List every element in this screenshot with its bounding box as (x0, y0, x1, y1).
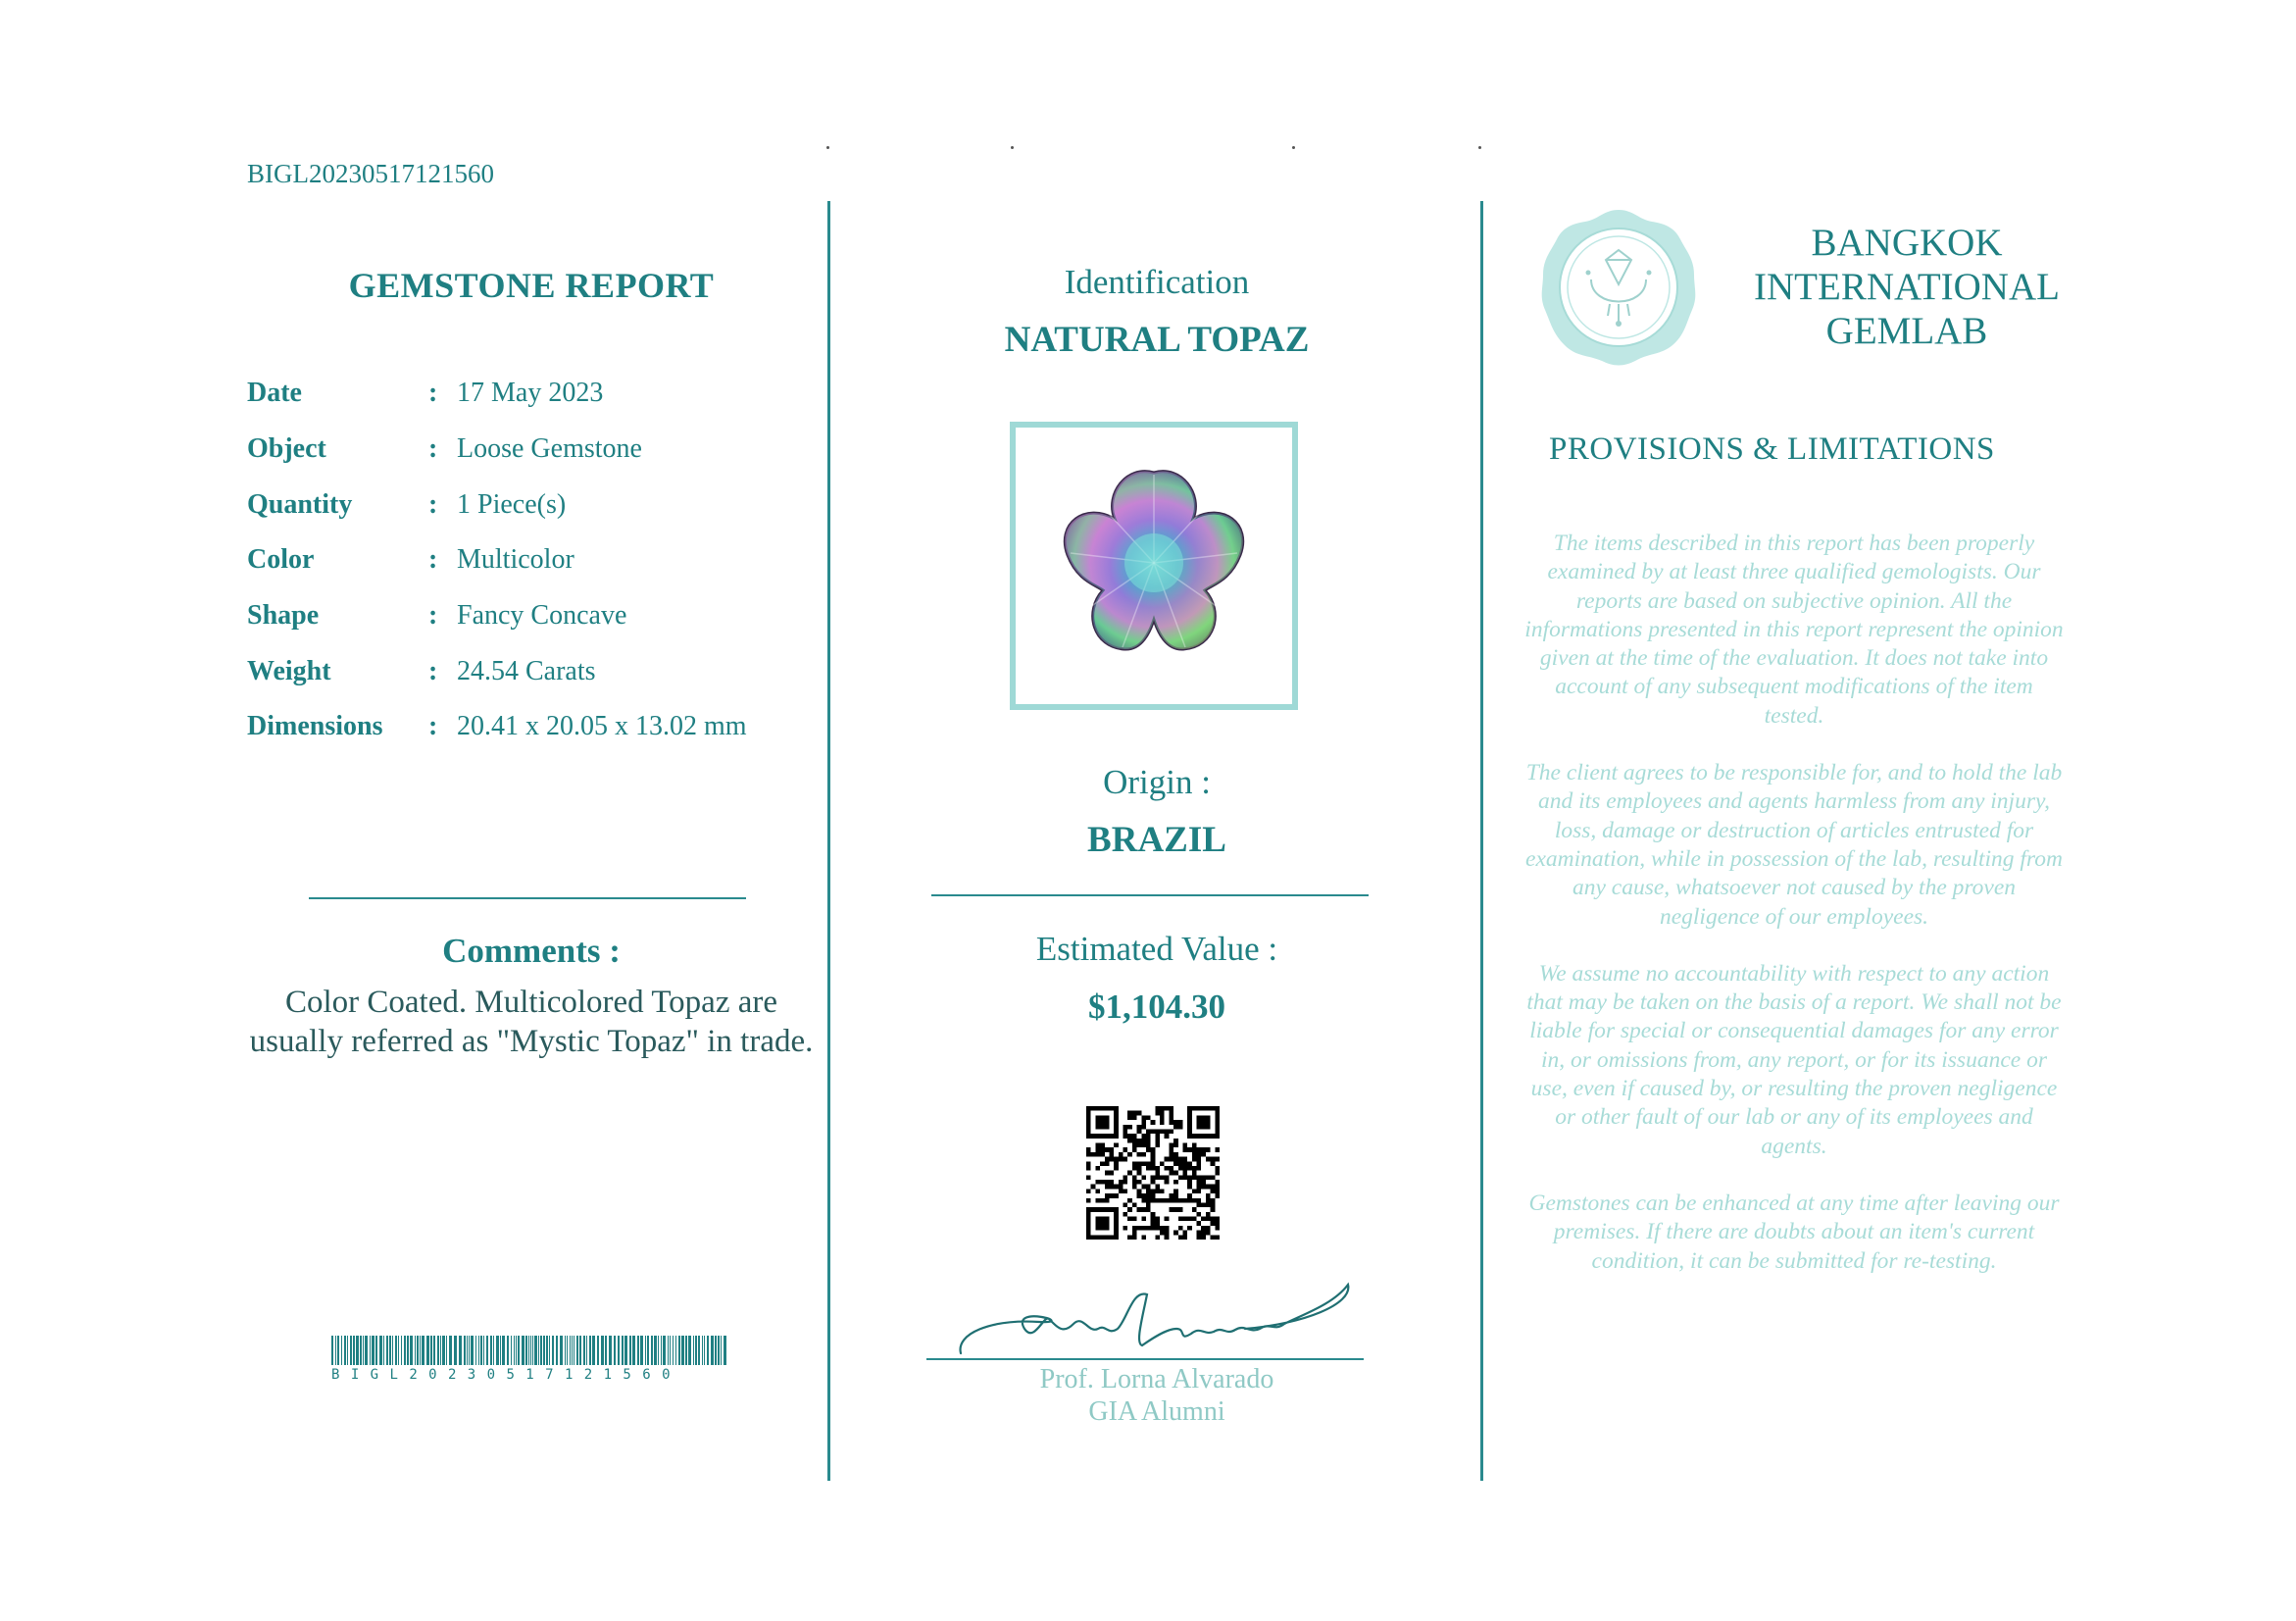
barcode-bar (647, 1336, 649, 1365)
gemstone-photo-frame (1010, 422, 1298, 710)
lab-seal-logo (1537, 206, 1700, 369)
barcode-bar (693, 1336, 694, 1365)
signer-block (863, 1363, 1451, 1428)
barcode-bar (415, 1336, 416, 1365)
provision-paragraph: We assume no accountability with respect to any action that may be taken on the basis of a report. We shall not be liable for special or consequential damages for any error in, or omissions from, any report, or for its issuance or use, even if caused by, or resulting the proven negligence or other fault of our lab or any of its employees and agents. (1526, 960, 2062, 1159)
detail-colon: : (428, 544, 438, 575)
detail-colon: : (428, 656, 438, 686)
barcode-bar (389, 1336, 391, 1365)
divider-line (931, 894, 1369, 896)
barcode-bar (540, 1336, 542, 1365)
barcode-bar (651, 1336, 653, 1365)
detail-value: Loose Gemstone (457, 433, 642, 464)
barcode-bar (718, 1336, 720, 1365)
detail-colon: : (428, 489, 438, 520)
column-divider-left (827, 201, 830, 1481)
qr-code[interactable] (1086, 1106, 1220, 1240)
detail-colon: : (428, 600, 438, 631)
barcode-bar (440, 1336, 441, 1365)
barcode-bar (622, 1336, 624, 1365)
barcode-bar (493, 1336, 494, 1365)
provision-paragraph: Gemstones can be enhanced at any time after leaving our premises. If there are doubts about an item's current condition, it can be submitted for re-testing. (1528, 1190, 2060, 1274)
barcode-bar (442, 1336, 445, 1365)
barcode-bar (685, 1336, 687, 1365)
detail-label: Object (247, 433, 326, 464)
barcode-bar (500, 1336, 501, 1365)
barcode-bar (344, 1336, 346, 1365)
barcode-bar (614, 1336, 616, 1365)
lab-name (1735, 221, 2078, 353)
barcode-bar (449, 1336, 452, 1365)
barcode-bar (601, 1336, 604, 1365)
barcode-bar (410, 1336, 413, 1365)
barcode-bar (446, 1336, 447, 1365)
top-dot (1292, 146, 1295, 149)
barcode-bar (624, 1336, 627, 1365)
identification-label: Identification (1064, 263, 1250, 301)
barcode-bar (658, 1336, 659, 1365)
detail-value: 1 Piece(s) (457, 489, 567, 520)
barcode-bar (530, 1336, 531, 1365)
barcode-bar (335, 1336, 336, 1365)
signature (951, 1275, 1363, 1363)
barcode-bar (379, 1336, 382, 1365)
barcode-bar (383, 1336, 384, 1365)
divider-line (309, 897, 746, 899)
barcode-bar (560, 1336, 563, 1365)
barcode-bar (401, 1336, 402, 1365)
barcode-bar (663, 1336, 666, 1365)
barcode-bar (454, 1336, 457, 1365)
barcode-bar (654, 1336, 657, 1365)
provision-paragraph: The items described in this report has been properly examined by at least three qualified gemologists. Our reports are based on subjective opinion. All the informations presented in this report represent the opinion given at the time of the evaluation. It does not take into account of any subsequent modifications of the item tested. (1524, 531, 2064, 729)
barcode-bar (565, 1336, 566, 1365)
top-dot (1478, 146, 1481, 149)
barcode-bar (422, 1336, 424, 1365)
barcode-bar (534, 1336, 537, 1365)
barcode-bar (486, 1336, 488, 1365)
barcode-bar (673, 1336, 674, 1365)
identification-value: NATURAL TOPAZ (1004, 320, 1310, 360)
barcode-bar (475, 1336, 476, 1365)
barcode-bar (363, 1336, 364, 1365)
detail-label: Shape (247, 600, 320, 631)
top-dot (1011, 146, 1014, 149)
barcode-bar (398, 1336, 399, 1365)
lab-name-line: GEMLAB (1825, 310, 1988, 352)
barcode-bar (471, 1336, 474, 1365)
detail-value: Fancy Concave (457, 600, 627, 631)
barcode-bar (711, 1336, 714, 1365)
barcode-bar (675, 1336, 676, 1365)
barcode-bar (483, 1336, 484, 1365)
barcode-bar (678, 1336, 680, 1365)
barcode-bar (480, 1336, 482, 1365)
barcode-bar (637, 1336, 639, 1365)
barcode-bar (552, 1336, 554, 1365)
barcode-bar (353, 1336, 355, 1365)
barcode-bar (707, 1336, 709, 1365)
barcode-bar (341, 1336, 342, 1365)
barcode-bar (467, 1336, 468, 1365)
barcode-bar (496, 1336, 499, 1365)
lab-name-line: INTERNATIONAL (1754, 266, 2060, 308)
barcode-bar (688, 1336, 691, 1365)
barcode-bar (464, 1336, 466, 1365)
detail-colon: : (428, 711, 438, 741)
detail-value: 20.41 x 20.05 x 13.02 mm (457, 711, 747, 741)
barcode-bar (490, 1336, 492, 1365)
barcode-bar (589, 1336, 591, 1365)
barcode-bar (661, 1336, 662, 1365)
barcode (331, 1336, 735, 1365)
barcode-bar (546, 1336, 548, 1365)
report-title: GEMSTONE REPORT (348, 266, 715, 305)
detail-label: Color (247, 544, 315, 575)
barcode-bar (395, 1336, 397, 1365)
barcode-bar (670, 1336, 671, 1365)
barcode-bar (572, 1336, 573, 1365)
barcode-bar (695, 1336, 697, 1365)
top-dot (826, 146, 829, 149)
qr-code-image (1086, 1106, 1220, 1240)
barcode-bar (522, 1336, 524, 1365)
barcode-bar (459, 1336, 462, 1365)
origin-value: BRAZIL (1087, 820, 1226, 860)
barcode-bar (605, 1336, 607, 1365)
barcode-bar (437, 1336, 439, 1365)
detail-label: Date (247, 378, 302, 408)
barcode-bar (514, 1336, 515, 1365)
barcode-bar (532, 1336, 533, 1365)
barcode-bar (404, 1336, 406, 1365)
signer-name: Prof. Lorna Alvarado (1039, 1364, 1274, 1394)
barcode-bar (543, 1336, 545, 1365)
barcode-bar (502, 1336, 505, 1365)
barcode-bar (586, 1336, 587, 1365)
estimated-value-label: Estimated Value : (1035, 930, 1278, 968)
detail-value: Multicolor (457, 544, 574, 575)
barcode-bar (372, 1336, 374, 1365)
barcode-bar (518, 1336, 520, 1365)
gemstone-photo (1016, 428, 1292, 704)
detail-colon: : (428, 378, 438, 408)
estimated-value: $1,104.30 (1088, 988, 1225, 1026)
barcode-bar (386, 1336, 388, 1365)
detail-label: Quantity (247, 489, 353, 520)
barcode-bar (576, 1336, 578, 1365)
barcode-bar (375, 1336, 377, 1365)
column-divider-right (1480, 201, 1483, 1481)
barcode-bar (331, 1336, 333, 1365)
barcode-bar (681, 1336, 684, 1365)
barcode-bar (640, 1336, 643, 1365)
barcode-bar (632, 1336, 635, 1365)
comments-text: Color Coated. Multicolored Topaz are usually referred as "Mystic Topaz" in trade. (249, 985, 814, 1059)
barcode-bar (360, 1336, 362, 1365)
barcode-bar (618, 1336, 620, 1365)
barcode-bar (426, 1336, 429, 1365)
barcode-bar (570, 1336, 571, 1365)
barcode-bar (507, 1336, 509, 1365)
barcode-bar (583, 1336, 585, 1365)
report-id: BIGL20230517121560 (247, 159, 494, 188)
barcode-bar (370, 1336, 371, 1365)
barcode-bar (337, 1336, 339, 1365)
barcode-bar (528, 1336, 529, 1365)
detail-label: Weight (247, 656, 331, 686)
barcode-bar (420, 1336, 421, 1365)
barcode-bar (356, 1336, 359, 1365)
detail-colon: : (428, 433, 438, 464)
barcode-bar (629, 1336, 631, 1365)
barcode-bar (567, 1336, 568, 1365)
signature-text (1043, 1304, 1321, 1344)
barcode-bar (704, 1336, 705, 1365)
barcode-bar (579, 1336, 581, 1365)
comments-title: Comments : (442, 932, 621, 970)
barcode-bar (724, 1336, 726, 1365)
barcode-bar (478, 1336, 479, 1365)
barcode-bar (556, 1336, 558, 1365)
barcode-bar (430, 1336, 432, 1365)
barcode-bar (347, 1336, 348, 1365)
barcode-bar (511, 1336, 512, 1365)
barcode-bar (715, 1336, 717, 1365)
provisions-title: PROVISIONS & LIMITATIONS (1549, 431, 1995, 467)
detail-value: 24.54 Carats (457, 656, 596, 686)
barcode-bar (645, 1336, 646, 1365)
barcode-bar (698, 1336, 700, 1365)
barcode-bar (525, 1336, 527, 1365)
barcode-bar (597, 1336, 599, 1365)
origin-label: Origin : (1103, 763, 1211, 801)
signer-title: GIA Alumni (1088, 1396, 1225, 1427)
barcode-text: BIGL20230517121560 (331, 1367, 681, 1383)
signature-line (926, 1358, 1364, 1360)
barcode-bar (702, 1336, 703, 1365)
barcode-bar (721, 1336, 722, 1365)
barcode-bar (417, 1336, 419, 1365)
provisions-text (1524, 530, 2064, 1304)
barcode-bar (549, 1336, 550, 1365)
barcode-bar (433, 1336, 435, 1365)
barcode-bar (516, 1336, 517, 1365)
barcode-bar (365, 1336, 368, 1365)
barcode-bar (609, 1336, 612, 1365)
barcode-bar (668, 1336, 669, 1365)
detail-label: Dimensions (247, 711, 383, 741)
barcode-bar (392, 1336, 393, 1365)
barcode-bar (538, 1336, 539, 1365)
detail-value: 17 May 2023 (457, 378, 604, 408)
barcode-bar (592, 1336, 595, 1365)
barcode-bar (407, 1336, 409, 1365)
barcode-bar (350, 1336, 352, 1365)
barcode-bar (469, 1336, 470, 1365)
provision-paragraph: The client agrees to be responsible for, and to hold the lab and its employees and agents harmless from any injury, loss, damage or destruction of articles entrusted for examination, while in possession of the lab, resulting from any cause, whatsoever not caused by the proven negligence of our employees. (1525, 760, 2063, 930)
lab-name-line: BANGKOK (1811, 222, 2003, 264)
